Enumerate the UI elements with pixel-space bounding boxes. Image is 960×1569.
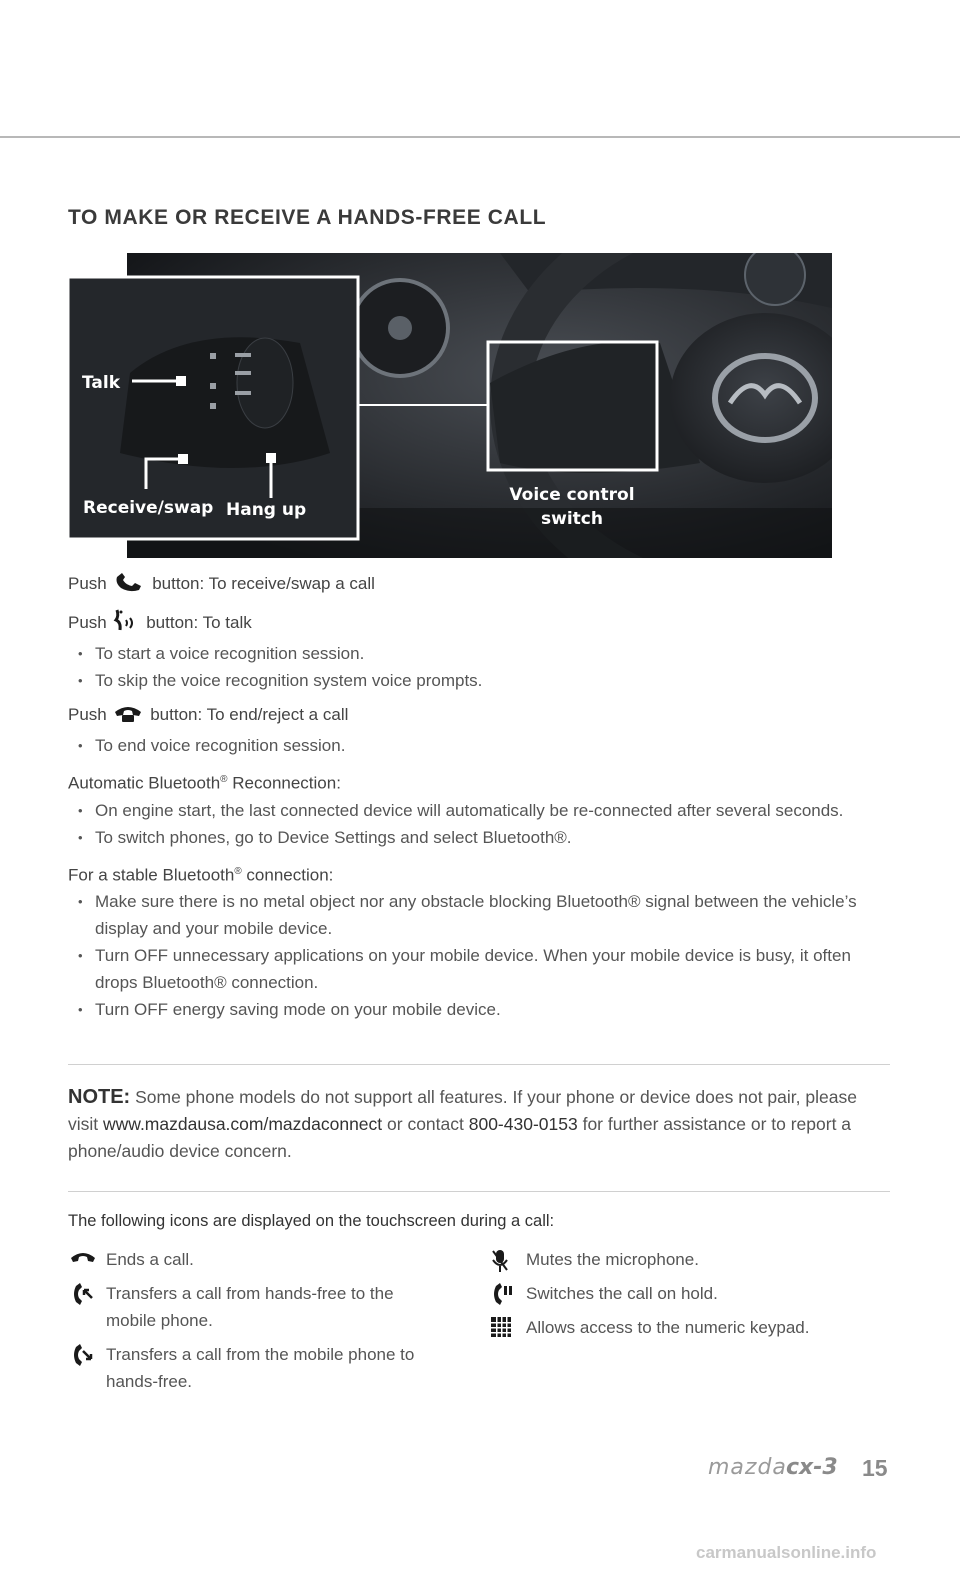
list-item: Ends a call.: [68, 1246, 438, 1273]
instructions: [68, 570, 890, 1023]
phone-receiver-icon: [113, 573, 145, 601]
list-item: • Turn OFF unnecessary applications on your mobile device. When your mobile device is busy, it often drops Bluetooth® connection.: [95, 942, 890, 996]
list-item: • To start a voice recognition session.: [95, 640, 890, 667]
icons-list-left: [68, 1246, 438, 1402]
transfer-to-phone-icon: [70, 1282, 96, 1316]
list-item: Switches the call on hold.: [488, 1280, 888, 1307]
list-item: • Turn OFF energy saving mode on your mobile device.: [95, 996, 890, 1023]
end-call-icon: [70, 1248, 96, 1276]
list-item: Transfers a call from the mobile phone to hands-free.: [68, 1341, 438, 1395]
hang-up-label: Hang up: [226, 500, 307, 520]
list-item: • To skip the voice recognition system voice prompts.: [95, 667, 890, 694]
svg-text:mazda: mazda: [708, 1455, 787, 1480]
voice-control-label-line2: switch: [541, 509, 603, 529]
icons-list-right: [488, 1246, 888, 1348]
watermark: carmanualsonline.info: [696, 1543, 877, 1562]
end-instruction: Push button: To end/reject a call: [68, 701, 890, 732]
talk-instruction: Push button: To talk: [68, 608, 890, 640]
list-item: Mutes the microphone.: [488, 1246, 888, 1273]
receive-instruction: Push button: To receive/swap a call: [68, 570, 890, 601]
keypad-icon: [490, 1316, 512, 1346]
hang-up-icon: [113, 704, 143, 732]
list-item: Allows access to the numeric keypad.: [488, 1314, 888, 1341]
stable-connection-bullets: [68, 888, 890, 1023]
transfer-to-handsfree-icon: [70, 1343, 96, 1377]
talk-label: Talk: [82, 373, 121, 393]
page-number: 15: [862, 1455, 888, 1481]
steering-wheel-photo: [60, 253, 832, 558]
divider: [68, 1064, 890, 1065]
hold-call-icon: [490, 1282, 514, 1316]
section-title: TO MAKE OR RECEIVE A HANDS-FREE CALL: [68, 206, 547, 229]
list-item: • On engine start, the last connected device will automatically be re-connected after several seconds.: [95, 797, 890, 824]
divider: [68, 1191, 890, 1192]
list-item: • To switch phones, go to Device Settings and select Bluetooth®.: [95, 824, 890, 851]
list-item: Transfers a call from hands-free to the mobile phone.: [68, 1280, 438, 1334]
note-label: NOTE:: [68, 1086, 131, 1108]
mazda-cx3-logo: [708, 1454, 838, 1485]
receive-swap-label: Receive/swap: [83, 498, 214, 518]
support-phone-number: 800-430-0153: [468, 1114, 578, 1134]
talk-bullets: [68, 640, 890, 694]
voice-talk-icon: [113, 608, 139, 640]
list-item: • To end voice recognition session.: [95, 732, 890, 759]
voice-control-label-line1: Voice control: [509, 485, 635, 505]
note-paragraph: NOTE: Some phone models do not support all features. If your phone or device does not pair, please visit www.mazdausa.com/mazdaconnect or contact 800-430-0153 for further assistance or to report a phone/audio device concern.: [68, 1086, 857, 1161]
mute-microphone-icon: [490, 1248, 510, 1282]
icons-intro: The following icons are displayed on the touchscreen during a call:: [68, 1212, 555, 1230]
list-item: • Make sure there is no metal object nor any obstacle blocking Bluetooth® signal between the vehicle’s display and your mobile device.: [95, 888, 890, 942]
stable-connection-heading: For a stable Bluetooth® connection:: [68, 865, 334, 885]
top-divider: [0, 136, 960, 138]
support-url-link[interactable]: www.mazdausa.com/mazdaconnect: [103, 1114, 383, 1134]
end-bullets: [68, 732, 890, 759]
auto-reconnect-bullets: [68, 797, 890, 851]
svg-text:cx-3: cx-3: [786, 1455, 838, 1480]
auto-reconnect-heading: Automatic Bluetooth® Reconnection:: [68, 773, 341, 793]
